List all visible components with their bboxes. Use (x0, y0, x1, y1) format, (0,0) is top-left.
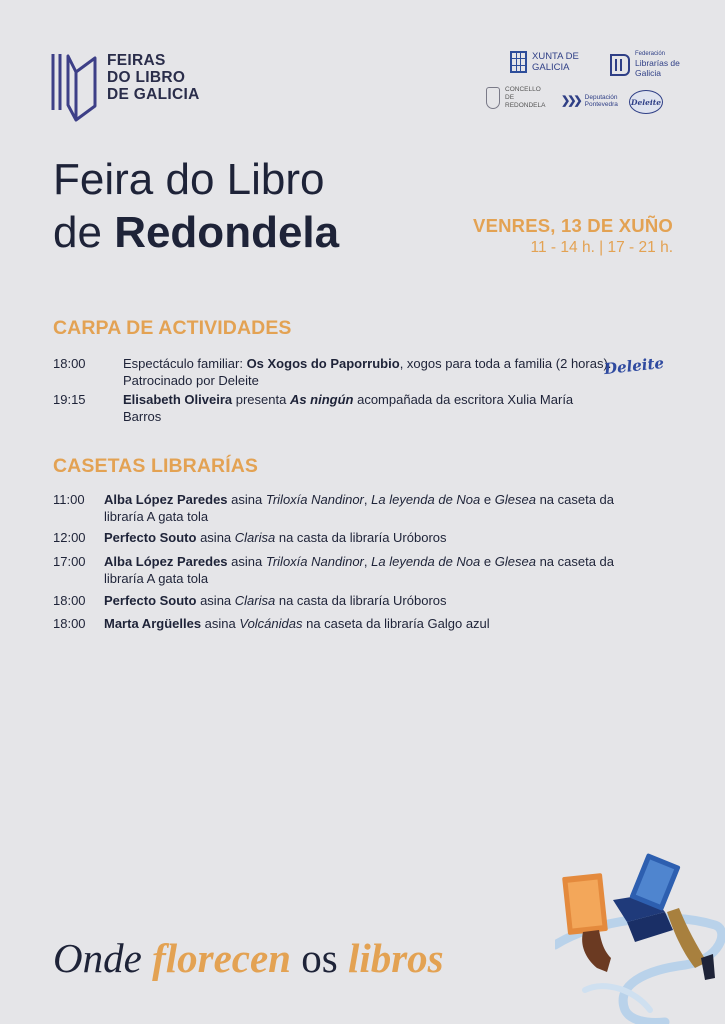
signing-author: Alba López Paredes (104, 492, 228, 507)
signing-time: 17:00 (53, 554, 86, 569)
xunta-label: XUNTA DE GALICIA (532, 51, 579, 73)
signing-place: na caseta da libraría Galgo azul (302, 616, 490, 631)
open-book-logo-icon (50, 50, 100, 124)
signing-verb: asina (196, 530, 235, 545)
signing-time: 18:00 (53, 616, 86, 631)
hand-icon (582, 930, 611, 972)
section-title-carpa: CARPA DE ACTIVIDADES (53, 317, 292, 339)
signing-description (104, 553, 614, 587)
signing-verb: asina (227, 492, 266, 507)
event-date-block (473, 215, 673, 258)
concello-logo (486, 86, 551, 110)
signing-book: Volcánidas (239, 616, 303, 631)
brand-wordmark (107, 52, 200, 103)
activity-verb: presenta (232, 392, 290, 407)
federacion-small-label: Federación (635, 51, 666, 57)
signing-place: na casta da libraría Uróboros (275, 530, 447, 545)
separator: , (363, 492, 372, 507)
title-prefix: de (53, 208, 102, 257)
signing-place: na caseta da (535, 492, 615, 507)
slogan-word: Onde (53, 935, 142, 981)
slogan-word-accent: florecen (152, 935, 291, 981)
page-title (53, 153, 339, 259)
federacion-label: Librarías de Galicia (635, 58, 680, 78)
activity-description (123, 355, 613, 389)
deputacion-chevrons-icon: ❯❯❯ (561, 94, 580, 107)
concello-label: CONCELLO DE REDONDELA (505, 86, 546, 109)
signing-author: Perfecto Souto (104, 593, 197, 608)
signing-book: Triloxía Nandinor (265, 492, 364, 507)
deputacion-label: Deputación Pontevedra (584, 94, 618, 108)
signing-book: Glesea (494, 554, 536, 569)
separator: e (480, 492, 495, 507)
xunta-cross-icon (510, 51, 527, 73)
event-hours: 11 - 14 h. | 17 - 21 h. (530, 239, 673, 256)
federacion-text (635, 51, 697, 78)
brand-line-2: DO LIBRO (107, 69, 186, 86)
signing-book: Clarisa (234, 593, 276, 608)
brand-line-1: FEIRAS (107, 52, 166, 69)
signing-description (104, 615, 614, 632)
signing-description (104, 592, 614, 609)
deleite-badge-logo: Deleite (629, 90, 663, 114)
orange-book-icon (562, 873, 608, 935)
activity-prefix: Espectáculo familiar: (123, 356, 247, 371)
signing-time: 12:00 (53, 530, 86, 545)
federacion-book-icon (610, 54, 630, 76)
federacion-logo (610, 51, 697, 78)
separator: e (480, 554, 495, 569)
brand-logo (50, 50, 200, 124)
signing-author: Alba López Paredes (104, 554, 228, 569)
signing-book: Triloxía Nandinor (265, 554, 364, 569)
section-title-casetas: CASETAS LIBRARÍAS (53, 455, 259, 477)
activity-book-title: As ningún (289, 392, 354, 407)
separator: , (363, 554, 372, 569)
signing-description (104, 529, 614, 546)
coat-of-arms-icon (486, 87, 500, 109)
activity-time: 18:00 (53, 356, 86, 371)
signing-book: Clarisa (234, 530, 276, 545)
hands-holding-books-illustration (555, 850, 725, 1024)
signing-verb: asina (227, 554, 266, 569)
activity-suffix: , xogos para toda a familia (2 horas). (399, 356, 612, 371)
signing-place: na caseta da (535, 554, 615, 569)
signing-author: Perfecto Souto (104, 530, 197, 545)
signing-book: La leyenda de Noa (371, 492, 481, 507)
activity-show-title: Os Xogos do Paporrubio (246, 356, 400, 371)
activity-author: Elisabeth Oliveira (123, 392, 233, 407)
signing-book: La leyenda de Noa (371, 554, 481, 569)
activity-sponsor-line: Patrocinado por Deleite (123, 373, 259, 388)
signing-book: Glesea (494, 492, 536, 507)
deleite-logo: Deleite (603, 353, 665, 379)
xunta-logo (510, 51, 592, 73)
signing-time: 11:00 (53, 492, 85, 507)
event-date: VENRES, 13 DE XUÑO (473, 215, 673, 236)
signing-verb: asina (196, 593, 235, 608)
activity-time: 19:15 (53, 392, 86, 407)
slogan-word-accent: libros (347, 935, 444, 981)
sleeve-icon (701, 954, 715, 980)
activity-line-2: Barros (123, 409, 162, 424)
signing-place-line-2: libraría A gata tola (104, 571, 209, 586)
deputacion-logo (561, 94, 625, 108)
brand-line-3: DE GALICIA (107, 86, 200, 103)
activity-description (123, 391, 613, 425)
signing-verb: asina (201, 616, 240, 631)
title-line-2 (53, 206, 339, 259)
title-line-1: Feira do Libro (53, 155, 325, 204)
activity-suffix: acompañada da escritora Xulia María (353, 392, 574, 407)
signing-description (104, 491, 614, 525)
signing-place: na casta da libraría Uróboros (275, 593, 447, 608)
title-town: Redondela (114, 208, 340, 257)
signing-place-line-2: libraría A gata tola (104, 509, 209, 524)
ribbon-swirl (585, 986, 650, 1010)
footer-slogan (53, 934, 444, 982)
signing-time: 18:00 (53, 593, 86, 608)
slogan-word: os (301, 935, 338, 981)
signing-author: Marta Argüelles (104, 616, 202, 631)
